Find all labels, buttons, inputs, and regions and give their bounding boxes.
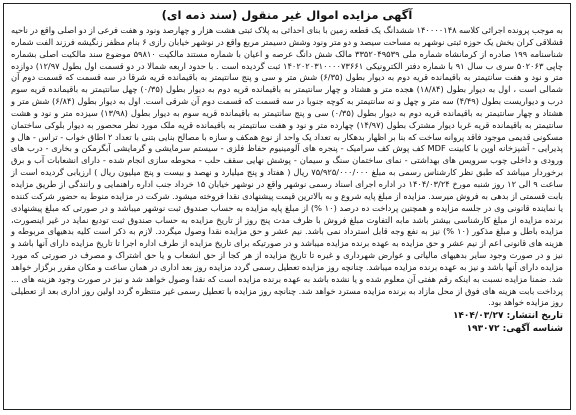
notice-title: آگهی مزایده اموال غیر منقول (سند ذمه ای)	[161, 8, 413, 22]
notice-frame	[3, 3, 571, 410]
notice-footer	[11, 310, 563, 335]
publish-date-line: تاریخ انتشار: ۱۴۰۴/۰۳/۲۷	[452, 311, 563, 322]
notice-id-line: شناسه آگهی: ۱۹۳۰۷۲	[466, 323, 563, 334]
notice-body-paragraph: به موجب پرونده اجرائی کلاسه ۱۴۰۰۰۰۱۴۸ ششدانگ یک قطعه زمین با بنای احداثی به پلاک ثبتی هشت هزار و چهارصد ونود و هفت فرعی از دو اصلی واقع در ناحیه قشلاقی کران بخش یک حوزه ثبتی نوشهر به مساحت سیصد و دو متر ونود وشش دسیمتر مربع واقع در نوشهر خیابان رازی ۶ بنام مظفر زنگیشه فرزند الفت شماره شناسنامه ۱۹۹ صادره از کرمانشاه شماره ملی ۳۳۵۲۰۴۹۵۳۹ مالک شش دانگ عرصه و اعیان با شماره مستند مالکیت ۵۹۸۱۰ موضوع سند مالکیت اصلی بشماره چاپی ۵۰۲۰۶۳ سری ب سال ۹۱ با شماره دفتر الکترونیکی ۱۴۰۲۰۲۰۳۱۰۰۰۰۷۳۶۶۱ ثبت گردیده است . با حدود اربعه شمالا در دو قسمت اول بطول ۱۲/۹۷) دوازده متر و نود و هفت سانتیمتر به باقیمانده قریه دوم به دیوار بطول (۶/۳۵) شش متر و سی و پنج سانتیمتر به باقیمانده قریه شرقا در سه قسمت که قسمت دوم آن شمالی است ، اول به دیوار بطول (۱۸/۸۴) هجده متر و هشتاد و چهار سانتیمتر به باقیمانده قریه دوم به دیوار بطول (۰/۳۵) چهل سانتیمتر به باقیمانده قریه سوم درب و دیواریست بطول (۴/۴۹) سه متر و چهل و نه سانتیمتر به کوچه جنوبا در سه قسمت که قسمت دوم آن شرقی است. اول به دیوار بطول (۶/۸۴) شش متر و هشتاد و چهار سانتیمتر به باقیمانده قریه دوم به دیوار بطول (۰/۳۵) سی و پنج سانتیمتر به باقیمانده قریه سوم به دیوار بطول (۱۳/۹۸) سیزده متر و نود و هشت سانتیمتر به باقیمانده قریه غربا دیوار مشترک بطول (۱۴/۹۷) چهارده متر و نود و هفت سانتیمتر به باقیمانده قریه ملک مورد نظر محصور به دیوار بلوکی ساختمان مسکونی قدیمی موجود فاقد پروانه ساخت که بنا بر اظهار بدهکار به تعداد یک واحد از نوع همکف و سازه با مصالح بنایی بتنی با تعداد ۲ اطاق خواب - تراس - هال و پذیرایی - آشپزخانه اوپن با کابینت MDF کف پوش کف سرامیک - پنجره های آلومینیوم حفاظ فلزی - سیستم سرمایشی و گرمایشی آبگرمکن و بخاری - درب های ورودی و داخلی چوب سرویس های بهداشتی - نمای ساختمان سنگ و سیمان - پوشش نهایی سقف حلب - محوطه سازی انجام شده - دارای انشعابات آب و برق برخوردار میباشد که طبق نظر کارشناس رسمی به مبلغ ۷۵/۹۲۵/۰۰۰/۰۰۰ ریال ( هفتاد و پنج میلیارد و نهصد و بیست و پنج میلیون ریال ) ارزیابی گردیده است از ساعت ۹ الی ۱۲ روز شنبه مورخ ۱۴۰۴/۰۳/۲۴ در اداره اجرای اسناد رسمی نوشهر واقع در نوشهر خیابان ۱۵ خرداد جنب اداره راهنمایی و رانندگی از طریق مزایده بابت قسمتی از بدهی به فروش میرسد. مزایده از مبلغ پایه شروع و به بالاترین قیمت پیشنهادی نقدا فروخته میشود. شرکت در مزایده منوط به حضور شرکت کننده یا نماینده قانونی وی در جلسه مزایده و همچنین پرداخت ده درصد (۱۰ %) از مبلغ پایه مزایده به حساب صندوق ثبت نوشهر میباشد و در صورتی که مبلغ پیشنهادی برنده مزایده از مبلغ کارشناسی بیشتر باشد مابه التفاوت مبلغ فروش با ظرف مدت پنج روز از تاریخ مزایده به حساب صندوق ثبت تودیع نماید در غیر اینصورت، مزایده باطل و مبلغ مذکور (۱۰ %) نیز به نفع وجه قابل استرداد نمی باشد. نیم عشر و حق مزایده نقدا وصول میگردد. لازم به ذکر است کلیه بدهیهای مربوطه و هزینه های قانونی اعم از نیم عشر و حق مزایده به عهده برنده مزایده میباشد و در صورتیکه برای تاریخ مزایده از طرف اداره اجرا تا تاریخ مزایده دارای آنها باشد و نیز و در صورت وجود سایر بدهیهای مالیاتی و عوارض شهرداری و غیره تا تاریخ مزایده از هر کجا از حق انشعاب و یا حق اشتراک و مصرف در صورتی که مورد مزایده دارای آنها باشد و نیز به عهده برنده مزایده میباشد. چنانچه روز مزایده تعطیل رسمی گردد مزایده روز بعد اداری در همان ساعت و مکان مقرر برگزار خواهد شد. ضمنا مزایده نسبت به اینکه رقم هفتی آن معلوم شده و یا نشده باشد به عهده برنده مزایده است که نقدا وصول خواهد شد و نیز در صورت وجود هزینه های ... پرداخت بابت هزینه های فوق از محل مازاد به برنده مزایده مسترد خواهد شد. چنانچه روز مزایده با تعطیل رسمی غیر منتظره گردد اولین روز اداری بعد از تعطیلی روز مزایده خواهد بود.	[11, 25, 564, 308]
